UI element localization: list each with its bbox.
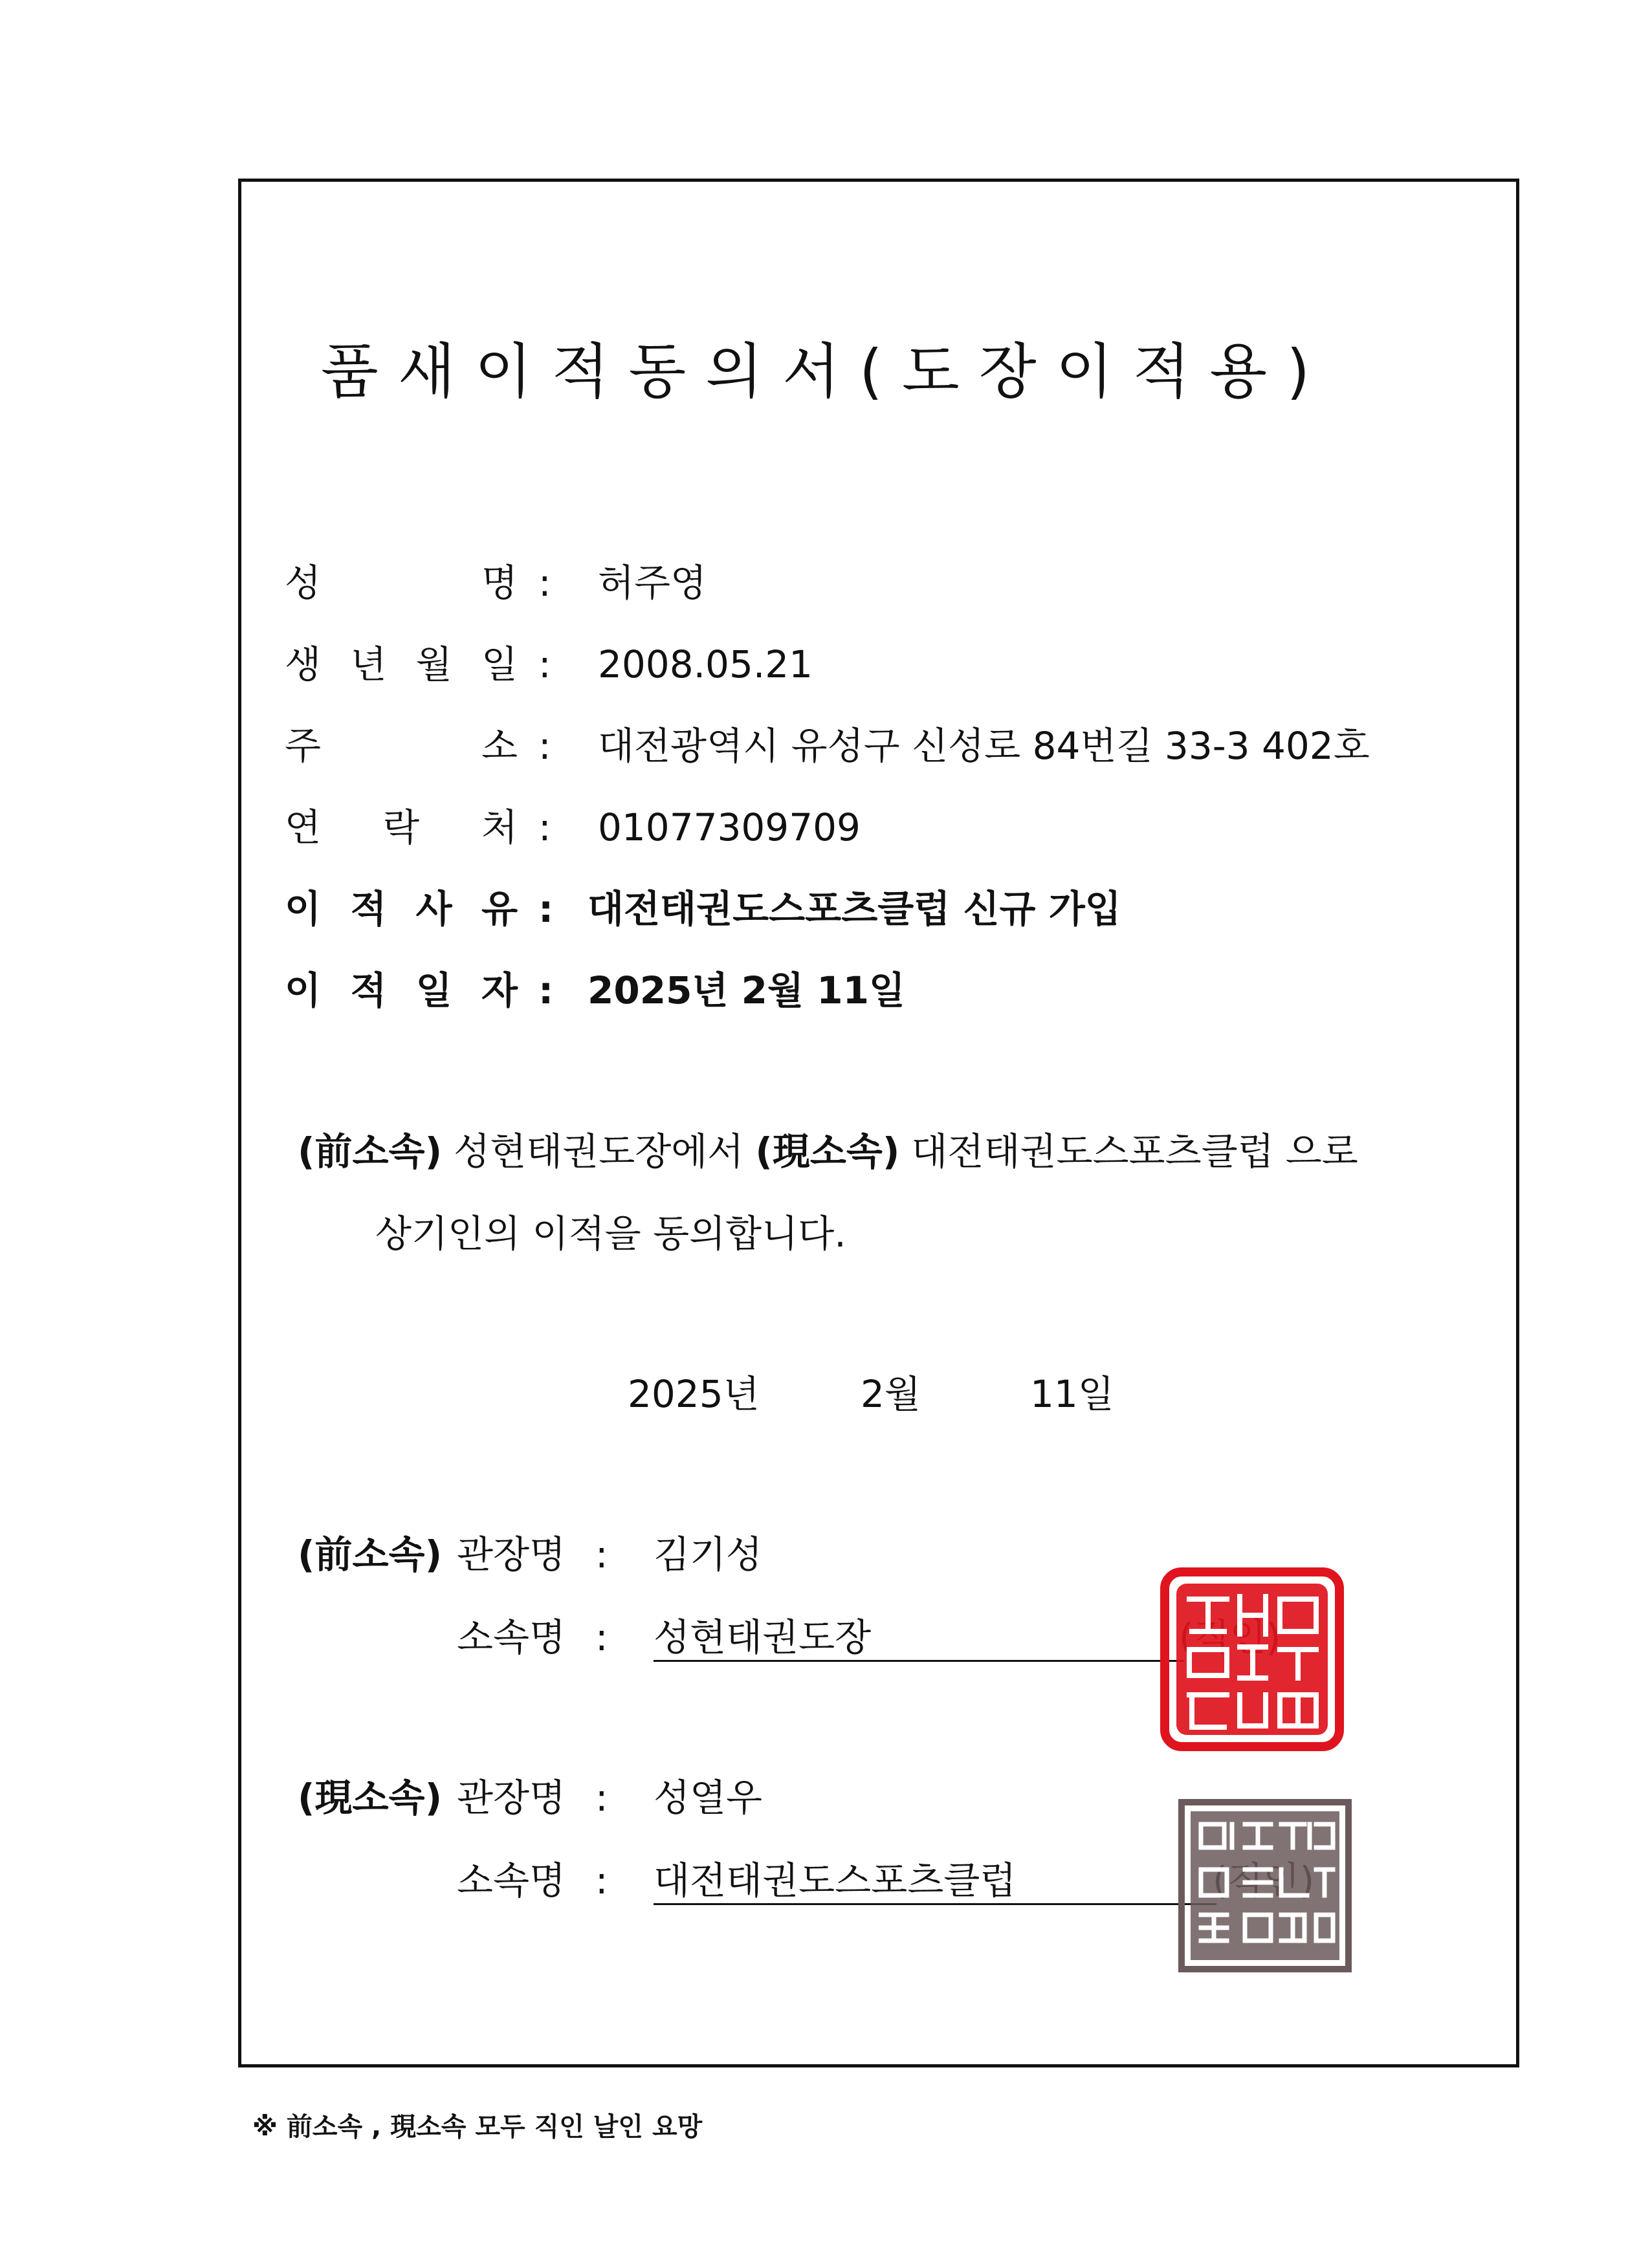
statement-prev-tag: (前소속) — [298, 1129, 443, 1173]
field-transfer-reason-value: 대전태권도스포츠클럽 신규 가입 — [588, 887, 1121, 931]
curr-club-name: 대전태권도스포츠클럽 — [654, 1859, 1017, 1903]
field-transfer-date-label: 이 적 일 자 — [285, 968, 518, 1012]
prev-affiliation-tag: (前소속) — [298, 1532, 443, 1576]
transfer-consent-line: 상기인의 이적을 동의합니다. — [375, 1212, 846, 1256]
curr-seal-icon — [1182, 1802, 1348, 1969]
document-title: 품새이적동의서(도장이적용) — [320, 337, 1330, 406]
field-birthdate-label: 생 년 월 일 — [285, 642, 518, 686]
curr-club-label: 소속명 — [457, 1859, 566, 1903]
transfer-statement — [298, 1122, 1370, 1181]
date-month: 2월 — [861, 1372, 921, 1416]
field-birthdate-value: 2008.05.21 — [598, 642, 813, 686]
statement-prev-club: 성현태권도장에서 — [454, 1129, 744, 1173]
curr-director-name: 성열우 — [654, 1776, 763, 1820]
field-transfer-date-value: 2025년 2월 11일 — [588, 968, 905, 1012]
prev-director-name: 김기성 — [654, 1532, 763, 1576]
prev-signature-line — [654, 1660, 1184, 1662]
field-name-label: 성 명 — [285, 561, 518, 605]
prev-club-label: 소속명 — [457, 1615, 566, 1659]
prev-seal-icon — [1165, 1572, 1339, 1747]
field-address-value: 대전광역시 유성구 신성로 84번길 33-3 402호 — [598, 724, 1370, 768]
curr-seal-stamp — [1178, 1798, 1352, 1973]
curr-signature-line — [654, 1903, 1216, 1905]
date-day: 11일 — [1030, 1372, 1114, 1416]
field-address-label: 주 소 — [285, 724, 518, 768]
curr-director-label: 관장명 — [457, 1776, 566, 1820]
prev-director-label: 관장명 — [457, 1532, 566, 1576]
prev-club-name: 성현태권도장 — [654, 1615, 872, 1659]
field-name-value: 허주영 — [598, 561, 707, 605]
field-transfer-reason-label: 이 적 사 유 — [285, 887, 518, 931]
statement-curr-tag: (現소속) — [755, 1129, 900, 1173]
statement-suffix: 으로 — [1285, 1129, 1358, 1173]
statement-curr-club: 대전태권도스포츠클럽 — [911, 1129, 1274, 1173]
prev-seal-stamp — [1158, 1565, 1346, 1753]
field-contact-value: 01077309709 — [598, 805, 861, 849]
field-contact-label: 연 락 처 — [285, 805, 518, 849]
date-year: 2025년 — [628, 1372, 760, 1416]
curr-affiliation-tag: (現소속) — [298, 1776, 443, 1820]
footnote: ※ 前소속 , 現소속 모두 직인 날인 요망 — [252, 2112, 703, 2142]
